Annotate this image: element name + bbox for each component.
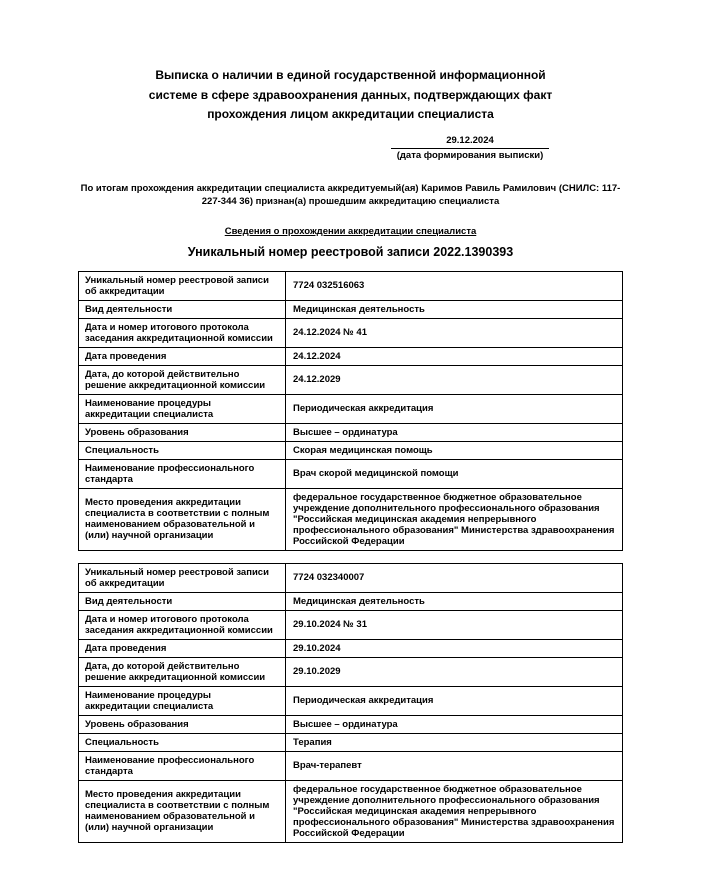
field-value: Врач-терапевт — [286, 751, 623, 780]
section-heading: Сведения о прохождении аккредитации специалиста — [224, 225, 477, 237]
table-row — [79, 318, 623, 347]
field-label: Дата и номер итогового протокола заседания аккредитационной комиссии — [79, 610, 286, 639]
field-value: Медицинская деятельность — [286, 592, 623, 610]
field-value: Периодическая аккредитация — [286, 686, 623, 715]
field-value: Терапия — [286, 733, 623, 751]
table-row — [79, 441, 623, 459]
document-title — [0, 66, 701, 125]
field-label: Уникальный номер реестровой записи об аккредитации — [79, 563, 286, 592]
table-row — [79, 488, 623, 550]
table-row — [79, 639, 623, 657]
table-row — [79, 657, 623, 686]
field-value: Высшее – ординатура — [286, 423, 623, 441]
field-value: 24.12.2024 № 41 — [286, 318, 623, 347]
field-value: 7724 032340007 — [286, 563, 623, 592]
table-row — [79, 686, 623, 715]
document-title-line-2: системе в сфере здравоохранения данных, подтверждающих факт — [148, 87, 553, 102]
table-row — [79, 365, 623, 394]
field-label: Дата проведения — [79, 639, 286, 657]
field-value: 7724 032516063 — [286, 271, 623, 300]
field-value: 29.10.2024 № 31 — [286, 610, 623, 639]
table-row — [79, 300, 623, 318]
accreditation-table-1 — [78, 271, 623, 551]
field-value: 29.10.2029 — [286, 657, 623, 686]
field-label: Уникальный номер реестровой записи об аккредитации — [79, 271, 286, 300]
table-row — [79, 733, 623, 751]
field-value: федеральное государственное бюджетное образовательное учреждение дополнительного профессионального образования "Российская медицинская академия непрерывного профессионального образования" Министерства здравоохранения Российской Федерации — [286, 488, 623, 550]
field-label: Дата, до которой действительно решение аккредитационной комиссии — [79, 657, 286, 686]
field-label: Место проведения аккредитации специалиста в соответствии с полным наименованием образовательной и (или) научной организации — [79, 488, 286, 550]
table-row — [79, 394, 623, 423]
extract-date: 29.12.2024 — [391, 135, 549, 149]
field-value: 24.12.2024 — [286, 347, 623, 365]
extract-date-block — [391, 135, 549, 162]
table-row — [79, 459, 623, 488]
field-value: Высшее – ординатура — [286, 715, 623, 733]
field-label: Уровень образования — [79, 715, 286, 733]
table-row — [79, 592, 623, 610]
field-value: Скорая медицинская помощь — [286, 441, 623, 459]
field-label: Специальность — [79, 733, 286, 751]
field-label: Наименование процедуры аккредитации специалиста — [79, 394, 286, 423]
field-label: Дата проведения — [79, 347, 286, 365]
field-label: Вид деятельности — [79, 592, 286, 610]
accreditation-result-paragraph: По итогам прохождения аккредитации специалиста аккредитуемый(ая) Каримов Равиль Рамилович (СНИЛС: 117-227-344 36) признан(а) прошедшим аккредитацию специалиста — [80, 182, 621, 207]
field-value: Врач скорой медицинской помощи — [286, 459, 623, 488]
field-label: Специальность — [79, 441, 286, 459]
table-row — [79, 563, 623, 592]
extract-date-caption: (дата формирования выписки) — [396, 149, 544, 161]
table-row — [79, 780, 623, 842]
field-value: 29.10.2024 — [286, 639, 623, 657]
field-label: Наименование процедуры аккредитации специалиста — [79, 686, 286, 715]
field-label: Наименование профессионального стандарта — [79, 459, 286, 488]
field-label: Дата и номер итогового протокола заседания аккредитационной комиссии — [79, 318, 286, 347]
field-label: Уровень образования — [79, 423, 286, 441]
table-row — [79, 271, 623, 300]
document-page — [0, 66, 701, 881]
accreditation-table-2 — [78, 563, 623, 843]
field-value: Медицинская деятельность — [286, 300, 623, 318]
table-row — [79, 347, 623, 365]
table-row — [79, 715, 623, 733]
field-value: Периодическая аккредитация — [286, 394, 623, 423]
field-value: федеральное государственное бюджетное образовательное учреждение дополнительного профессионального образования "Российская медицинская академия непрерывного профессионального образования" Министерства здравоохранения Российской Федерации — [286, 780, 623, 842]
document-title-line-3: прохождения лицом аккредитации специалиста — [207, 107, 494, 121]
field-label: Место проведения аккредитации специалиста в соответствии с полным наименованием образовательной и (или) научной организации — [79, 780, 286, 842]
table-row — [79, 610, 623, 639]
field-value: 24.12.2029 — [286, 365, 623, 394]
field-label: Дата, до которой действительно решение аккредитационной комиссии — [79, 365, 286, 394]
field-label: Наименование профессионального стандарта — [79, 751, 286, 780]
document-title-line-1: Выписка о наличии в единой государственной информационной — [155, 68, 546, 82]
table-row — [79, 751, 623, 780]
registry-record-heading: Уникальный номер реестровой записи 2022.1390393 — [187, 244, 514, 259]
table-row — [79, 423, 623, 441]
field-label: Вид деятельности — [79, 300, 286, 318]
